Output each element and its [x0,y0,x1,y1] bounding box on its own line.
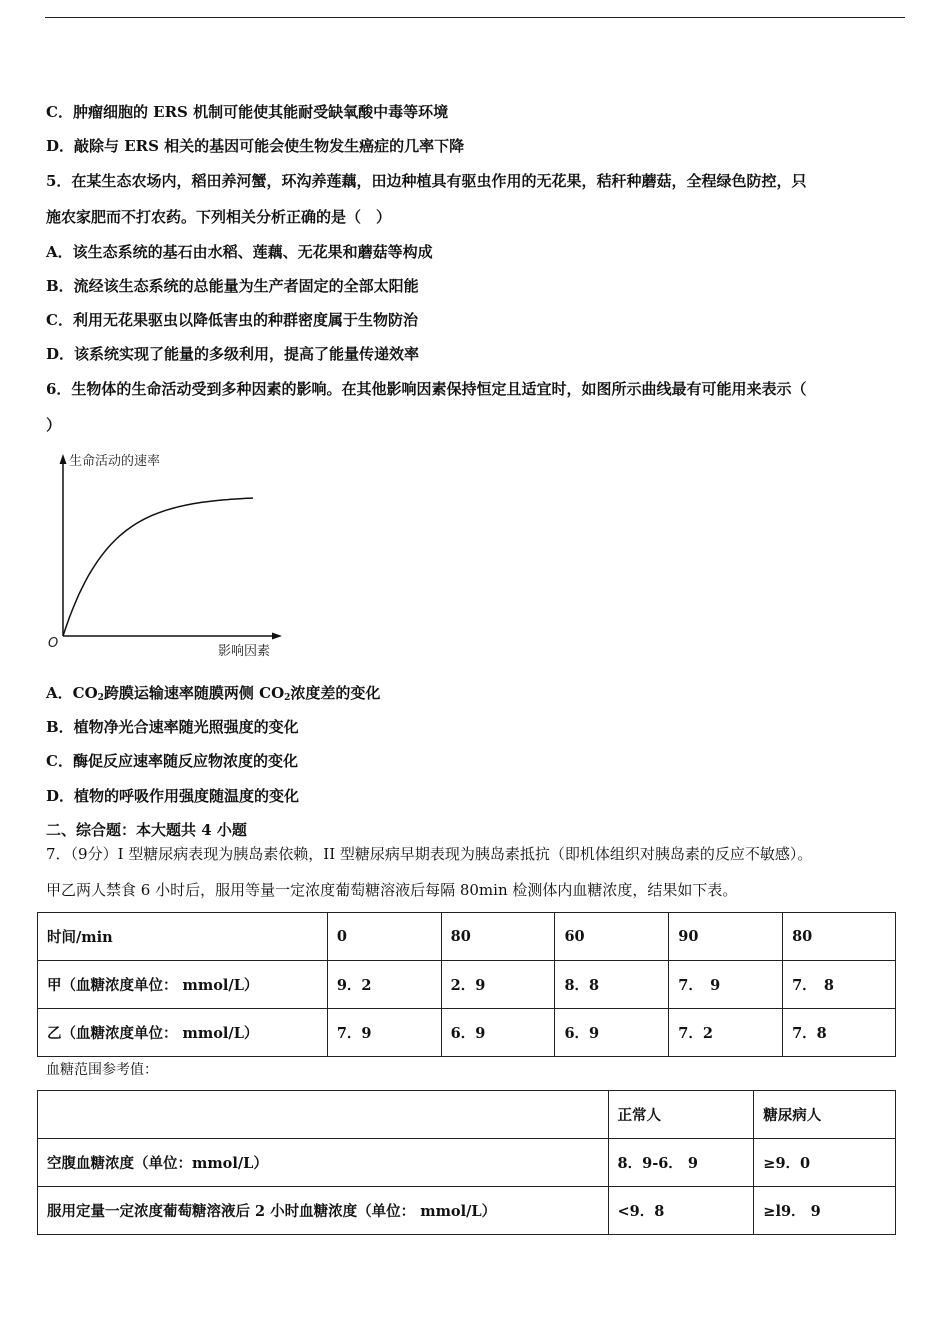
x-axis-arrow [272,633,282,640]
glucose-results-table [37,912,896,1057]
q6-option-c: C．酶促反应速率随反应物浓度的变化 [46,752,298,770]
table-row: 乙（血糖浓度单位： mmol/L） 7．9 6．9 6．9 7．2 7．8 [38,1009,896,1057]
reference-label: 血糖范围参考值： [46,1062,158,1078]
reference-range-table [37,1090,896,1235]
q6-option-a: A．$CO_2$跨膜运输速率随膜两侧 $CO_2$浓度差的变化 [46,684,381,703]
q5-stem-line1: 5．在某生态农场内，稻田养河蟹，环沟养莲藕，田边种植具有驱虫作用的无花果，秸秆种蘑菇，全程绿色防控，只 [46,172,807,190]
response-curve [63,498,253,636]
table-row: 时间/min 0 80 60 90 80 [38,913,896,961]
table-row: 空腹血糖浓度（单位：mmol/L） 8．9-6． 9 ≥9．0 [38,1139,896,1187]
section2-heading: 二、综合题：本大题共 4 小题 [46,821,247,839]
y-axis-arrow [60,454,67,464]
q6-stem-line2: ） [46,416,62,434]
q5-option-d: D．该系统实现了能量的多级利用，提高了能量传递效率 [46,345,420,363]
origin-label: O [48,636,59,651]
table-row: 正常人 糖尿病人 [38,1091,896,1139]
y-axis-label: 生命活动的速率 [69,454,161,469]
q4-option-c: C．肿瘤细胞的 ERS 机制可能使其能耐受缺氧酸中毒等环境 [46,103,449,121]
table-row: 甲（血糖浓度单位： mmol/L） 9．2 2．9 8．8 7． 9 7． 8 [38,961,896,1009]
header-rule [45,17,905,18]
q6-option-d: D．植物的呼吸作用强度随温度的变化 [46,787,300,805]
x-axis-label: 影响因素 [218,644,271,659]
q7-stem-line2: 甲乙两人禁食 6 小时后，服用等量一定浓度葡萄糖溶液后每隔 80min 检测体内血糖浓度，结果如下表。 [46,881,738,899]
q6-option-b: B．植物净光合速率随光照强度的变化 [46,718,299,736]
q6-stem-line1: 6．生物体的生命活动受到多种因素的影响。在其他影响因素保持恒定且适宜时，如图所示曲线最有可能用来表示（ [46,380,807,398]
q7-stem-line1: 7．（9分）I 型糖尿病表现为胰岛素依赖，II 型糖尿病早期表现为胰岛素抵抗（即机体组织对胰岛素的反应不敏感）。 [46,845,813,863]
q5-stem-line2: 施农家肥而不打农药。下列相关分析正确的是（ ） [46,208,392,226]
table-row: 服用定量一定浓度葡萄糖溶液后 2 小时血糖浓度（单位： mmol/L） <9．8 ≥l9． 9 [38,1187,896,1235]
q4-option-d: D．敲除与 ERS 相关的基因可能会使生物发生癌症的几率下降 [46,137,465,155]
rate-curve-chart [40,448,290,663]
q5-option-c: C．利用无花果驱虫以降低害虫的种群密度属于生物防治 [46,311,418,329]
q5-option-b: B．流经该生态系统的总能量为生产者固定的全部太阳能 [46,277,419,295]
q5-option-a: A．该生态系统的基石由水稻、莲藕、无花果和蘑菇等构成 [46,243,433,261]
